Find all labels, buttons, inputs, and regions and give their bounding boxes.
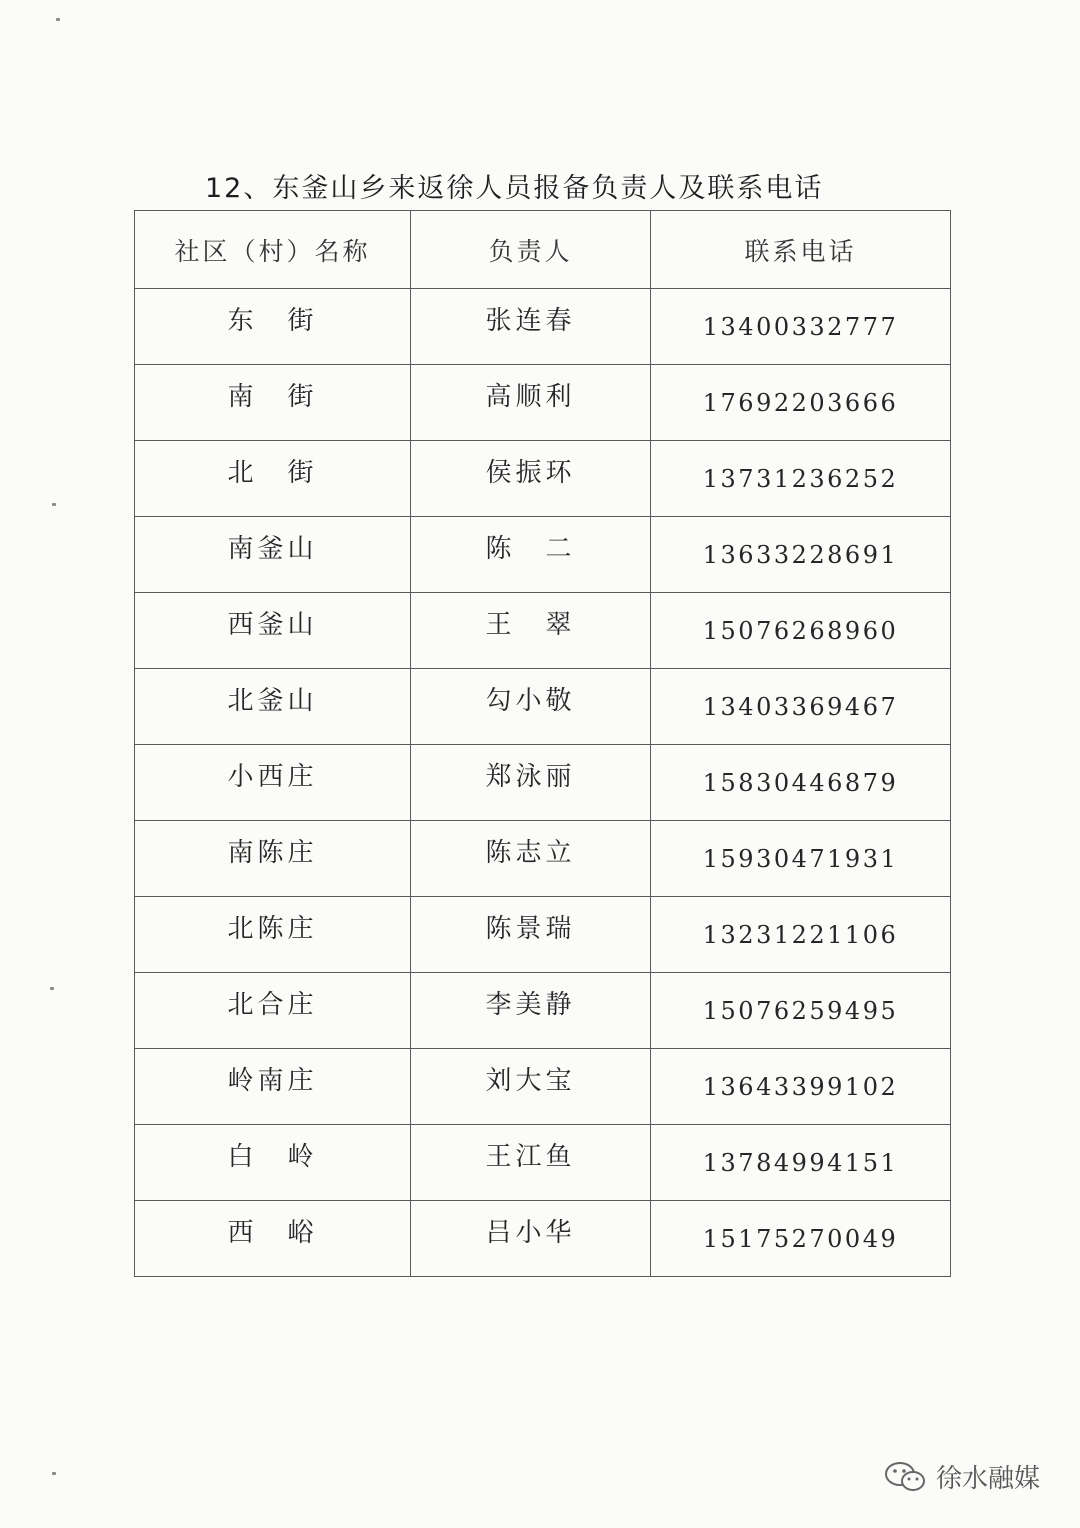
village-cell: 东 街 <box>227 306 318 336</box>
person-cell-td <box>411 669 651 745</box>
person-cell-td <box>411 973 651 1049</box>
village-cell-td <box>135 593 411 669</box>
village-cell-td <box>135 669 411 745</box>
header-phone: 联系电话 <box>651 211 951 289</box>
village-cell-td <box>135 289 411 365</box>
person-cell: 吕小华 <box>485 1218 576 1248</box>
table-row <box>135 593 951 669</box>
village-cell-td <box>135 517 411 593</box>
person-cell: 勾小敬 <box>485 686 576 716</box>
table-row <box>135 1125 951 1201</box>
phone-cell-td <box>651 441 951 517</box>
table-row <box>135 973 951 1049</box>
phone-cell: 15830446879 <box>702 768 899 797</box>
person-cell: 郑泳丽 <box>485 762 576 792</box>
phone-cell-td <box>651 1201 951 1277</box>
page-title: 12、东釜山乡来返徐人员报备负责人及联系电话 <box>205 173 824 204</box>
village-cell-td <box>135 745 411 821</box>
phone-cell: 13231221106 <box>702 920 899 949</box>
person-cell-td <box>411 593 651 669</box>
person-cell-td <box>411 1201 651 1277</box>
person-cell: 陈志立 <box>485 838 576 868</box>
village-cell: 南陈庄 <box>227 838 318 868</box>
village-cell: 白 岭 <box>227 1142 318 1172</box>
table-row <box>135 1201 951 1277</box>
village-cell-td <box>135 441 411 517</box>
village-cell: 岭南庄 <box>227 1066 318 1096</box>
watermark-text: 徐水融媒 <box>936 1464 1041 1494</box>
village-cell-td <box>135 1201 411 1277</box>
table-header-row <box>135 211 951 289</box>
person-cell: 高顺利 <box>485 382 576 412</box>
phone-cell: 13403369467 <box>702 692 899 721</box>
phone-cell-td <box>651 1125 951 1201</box>
person-cell-td <box>411 289 651 365</box>
person-cell: 陈景瑞 <box>485 914 576 944</box>
village-cell: 北釜山 <box>227 686 318 716</box>
table-row <box>135 289 951 365</box>
village-cell-td <box>135 973 411 1049</box>
village-cell: 西釜山 <box>227 610 318 640</box>
phone-cell: 13643399102 <box>702 1072 899 1101</box>
person-cell: 王江鱼 <box>485 1142 576 1172</box>
person-cell: 刘大宝 <box>485 1066 576 1096</box>
phone-cell-td <box>651 289 951 365</box>
phone-cell-td <box>651 973 951 1049</box>
person-cell-td <box>411 821 651 897</box>
village-cell-td <box>135 897 411 973</box>
village-cell-td <box>135 1049 411 1125</box>
person-cell-td <box>411 365 651 441</box>
village-cell: 西 峪 <box>227 1218 318 1248</box>
phone-cell-td <box>651 1049 951 1125</box>
table-row <box>135 441 951 517</box>
person-cell-td <box>411 1125 651 1201</box>
phone-cell: 15076259495 <box>702 996 899 1025</box>
phone-cell: 13400332777 <box>702 312 899 341</box>
table-row <box>135 745 951 821</box>
scan-speck <box>56 18 60 21</box>
phone-cell: 13633228691 <box>702 540 899 569</box>
person-cell: 李美静 <box>485 990 576 1020</box>
table-row <box>135 821 951 897</box>
phone-cell: 15175270049 <box>702 1224 899 1253</box>
phone-cell-td <box>651 897 951 973</box>
person-cell: 陈 二 <box>485 534 576 564</box>
contacts-table <box>134 210 951 1277</box>
table-row <box>135 1049 951 1125</box>
village-cell-td <box>135 365 411 441</box>
wechat-icon <box>884 1460 928 1494</box>
person-cell: 王 翠 <box>485 610 576 640</box>
header-person: 负责人 <box>411 211 651 289</box>
person-cell-td <box>411 897 651 973</box>
village-cell: 北 街 <box>227 458 318 488</box>
village-cell: 南 街 <box>227 382 318 412</box>
phone-cell: 13731236252 <box>702 464 899 493</box>
scan-speck <box>52 1472 56 1475</box>
table-row <box>135 365 951 441</box>
person-cell-td <box>411 1049 651 1125</box>
phone-cell-td <box>651 593 951 669</box>
person-cell-td <box>411 441 651 517</box>
phone-cell-td <box>651 745 951 821</box>
table-row <box>135 517 951 593</box>
village-cell: 小西庄 <box>227 762 318 792</box>
phone-cell: 15930471931 <box>702 844 899 873</box>
person-cell: 侯振环 <box>485 458 576 488</box>
village-cell: 北合庄 <box>227 990 318 1020</box>
phone-cell: 15076268960 <box>702 616 899 645</box>
watermark <box>884 1458 1040 1495</box>
phone-cell-td <box>651 669 951 745</box>
village-cell-td <box>135 821 411 897</box>
phone-cell-td <box>651 365 951 441</box>
scan-speck <box>52 503 56 506</box>
village-cell: 南釜山 <box>227 534 318 564</box>
phone-cell: 13784994151 <box>702 1148 899 1177</box>
phone-cell: 17692203666 <box>702 388 899 417</box>
header-village: 社区（村）名称 <box>135 211 411 289</box>
phone-cell-td <box>651 517 951 593</box>
phone-cell-td <box>651 821 951 897</box>
table-row <box>135 669 951 745</box>
scan-speck <box>50 987 54 990</box>
person-cell-td <box>411 745 651 821</box>
person-cell-td <box>411 517 651 593</box>
village-cell: 北陈庄 <box>227 914 318 944</box>
table-row <box>135 897 951 973</box>
village-cell-td <box>135 1125 411 1201</box>
person-cell: 张连春 <box>485 306 576 336</box>
